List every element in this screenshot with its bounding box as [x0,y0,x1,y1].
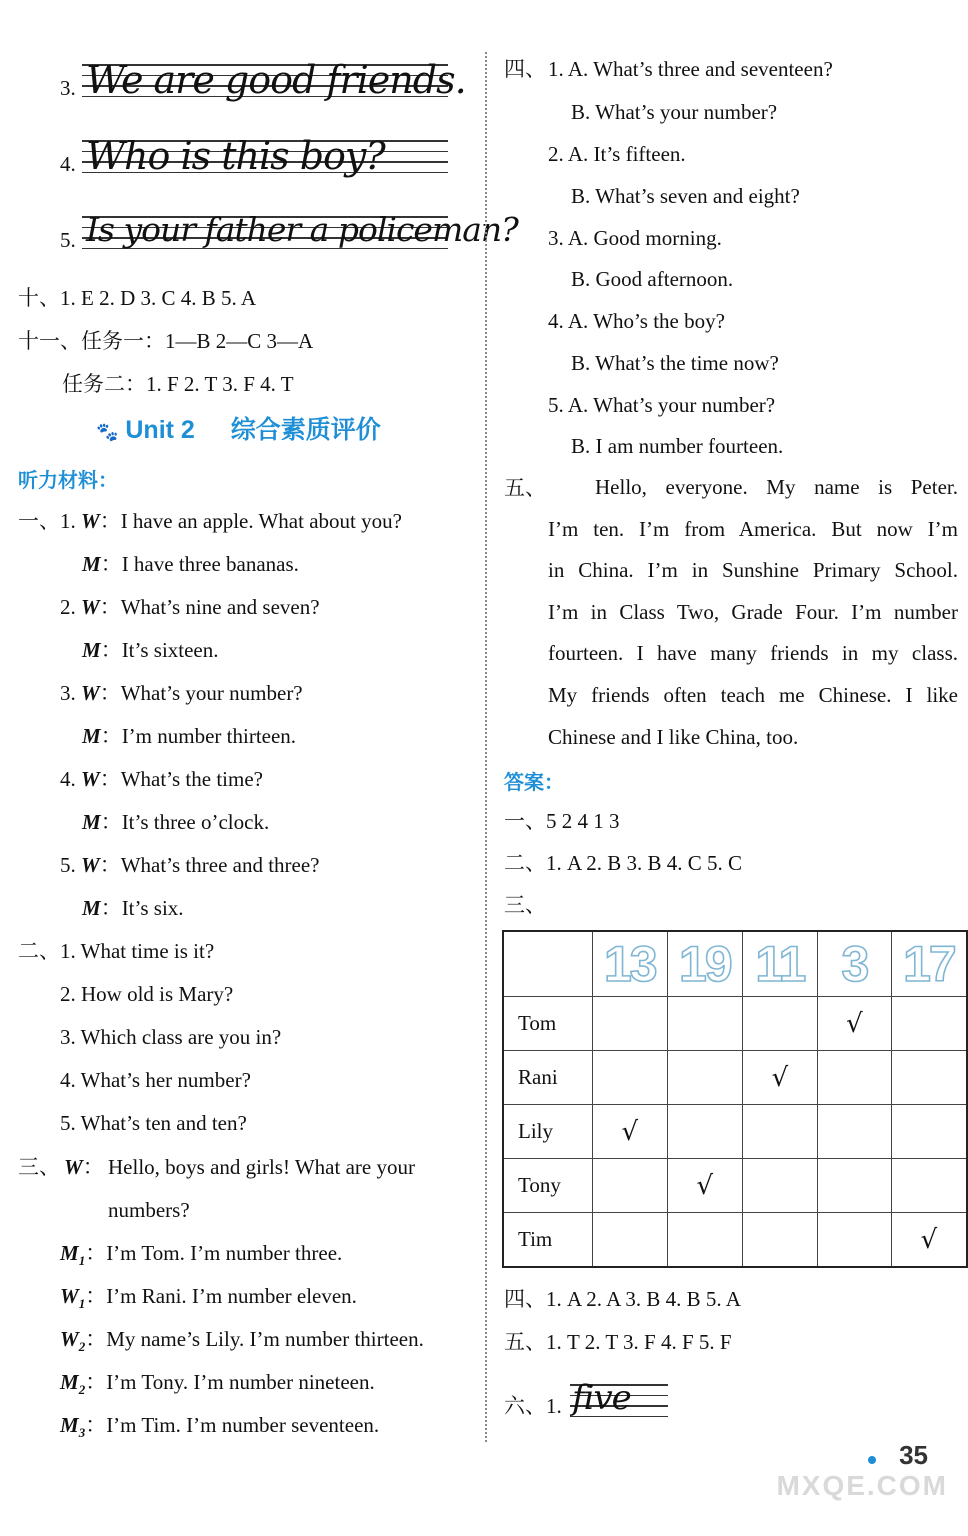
hw-num-4: 4. [60,152,76,176]
passage-line: I’m in Class Two, Grade Four. I’m number [548,600,958,624]
name-cell: Tim [503,1213,592,1268]
unit-title: Unit 2 [125,416,195,444]
answer-q11-task1: 十一、任务一：1—B 2—C 3—A [18,329,314,353]
page-number: 35 [899,1440,928,1470]
check-cell [742,1213,817,1268]
check-cell [667,1051,742,1105]
option-a: 4. A. Who’s the boy? [548,309,725,333]
hw-sentence-5: Is your father a policeman? [86,210,518,249]
answers-label: 答案： [504,772,564,794]
check-cell [817,1213,891,1268]
dialogue-reply: M：I have three bananas. [82,552,299,576]
section1-label: 一、 [18,509,60,533]
option-a: 3. A. Good morning. [548,226,722,250]
dialogue-item: 2. W：What’s nine and seven? [60,595,320,619]
paw-icon: 🐾 [96,422,119,442]
number-cell: 19 [667,931,742,997]
check-cell [667,1213,742,1268]
speaker-line: $M_1$：I’m Tom. I’m number three. [60,1241,343,1269]
check-cell [592,1213,667,1268]
option-a: 2. A. It’s fifteen. [548,142,686,166]
check-cell [592,1051,667,1105]
check-cell [742,1159,817,1213]
check-mark: √ [621,1116,639,1147]
check-cell [592,1105,667,1159]
answer-4: 四、1. A 2. A 3. B 4. B 5. A [504,1287,741,1311]
check-cell [817,1105,891,1159]
number-cell: 17 [891,931,967,997]
answer-table [502,930,968,1268]
option-b: B. I am number fourteen. [571,434,784,458]
name-cell: Tony [503,1159,592,1213]
check-cell [817,997,891,1051]
answer-5: 五、1. T 2. T 3. F 4. F 5. F [504,1330,732,1354]
check-cell [891,1213,967,1268]
option-b: B. What’s seven and eight? [571,184,800,208]
dialogue-item: 3. W：What’s your number? [60,681,303,705]
section3-line1: Hello, boys and girls! What are your [108,1155,415,1179]
question-item: 1. What time is it? [60,939,215,963]
watermark: MXQE.COM [776,1470,948,1501]
table-row [503,1213,967,1268]
table-corner [503,931,592,997]
check-cell [592,997,667,1051]
check-cell [742,1051,817,1105]
number-cell: 11 [742,931,817,997]
name-cell: Rani [503,1051,592,1105]
section3-line2: numbers? [108,1198,190,1222]
page-dot [868,1456,876,1464]
check-cell [667,1159,742,1213]
passage-line: Hello, everyone. My name is Peter. [595,475,958,499]
hw-num-5: 5. [60,228,76,252]
table-row [503,997,967,1051]
check-cell [667,1105,742,1159]
section3-label: 三、 [18,1155,60,1179]
check-cell [817,1051,891,1105]
answer-q11-task2: 任务二：1. F 2. T 3. F 4. T [62,372,294,396]
dialogue-reply: M：It’s six. [82,896,184,920]
option-b: B. What’s the time now? [571,351,779,375]
hw-num-3: 3. [60,76,76,100]
speaker-line: $M_3$：I’m Tim. I’m number seventeen. [60,1413,380,1441]
table-header-row [503,931,967,997]
table-row [503,1159,967,1213]
unit-subtitle: 综合素质评价 [230,416,381,444]
answer-6-label: 六、1. [504,1394,562,1418]
passage-line: Chinese and I like China, too. [548,725,799,749]
answer-6-word: five [572,1378,631,1418]
number-cell: 13 [592,931,667,997]
answer-3-label: 三、 [504,893,546,917]
check-cell [592,1159,667,1213]
check-cell [891,1159,967,1213]
check-cell [742,1105,817,1159]
dialogue-reply: M：It’s sixteen. [82,638,219,662]
name-cell: Tom [503,997,592,1051]
question-item: 4. What’s her number? [60,1068,251,1092]
answer-q10: 十、1. E 2. D 3. C 4. B 5. A [18,286,257,310]
dialogue-item: 4. W：What’s the time? [60,767,263,791]
question-item: 5. What’s ten and ten? [60,1111,247,1135]
speaker-line: $M_2$：I’m Tony. I’m number nineteen. [60,1370,375,1398]
name-cell: Lily [503,1105,592,1159]
check-cell [891,1105,967,1159]
table-row [503,1051,967,1105]
question-item: 3. Which class are you in? [60,1025,282,1049]
passage-line: My friends often teach me Chinese. I like [548,683,958,707]
listening-label: 听力材料： [18,470,118,492]
answer-1: 一、5 2 4 1 3 [504,809,620,833]
passage-line: in China. I’m in Sunshine Primary School. [548,558,958,582]
dialogue-reply: M：I’m number thirteen. [82,724,297,748]
speaker-line: $W_1$：I’m Rani. I’m number eleven. [60,1284,357,1312]
option-a: 5. A. What’s your number? [548,393,776,417]
check-cell [891,997,967,1051]
hw-sentence-3: We are good friends. [86,58,466,102]
check-cell [891,1051,967,1105]
dialogue-item: 5. W：What’s three and three? [60,853,320,877]
option-b: B. What’s your number? [571,100,778,124]
hw-sentence-4: Who is this boy? [86,134,385,178]
check-mark: √ [920,1224,938,1255]
option-b: B. Good afternoon. [571,267,734,291]
unit-header [96,410,381,446]
passage-line: I’m ten. I’m from America. But now I’m [548,517,958,541]
section5-label: 五、 [504,476,546,500]
option-a: 1. A. What’s three and seventeen? [548,57,833,81]
check-cell [817,1159,891,1213]
check-cell [667,997,742,1051]
check-mark: √ [771,1062,789,1093]
check-mark: √ [696,1170,714,1201]
dialogue-reply: M：It’s three o’clock. [82,810,270,834]
column-divider [485,52,487,1442]
dialogue-item: 1. W：I have an apple. What about you? [60,509,402,533]
number-cell: 3 [817,931,891,997]
question-item: 2. How old is Mary? [60,982,234,1006]
table-row [503,1105,967,1159]
speaker-w: W： [64,1155,104,1179]
passage-line: fourteen. I have many friends in my class. [548,641,958,665]
section2-label: 二、 [18,939,60,963]
answer-2: 二、1. A 2. B 3. B 4. C 5. C [504,851,743,875]
speaker-line: $W_2$：My name’s Lily. I’m number thirteen. [60,1327,424,1355]
check-cell [742,997,817,1051]
section4-label: 四、 [504,57,546,81]
check-mark: √ [846,1008,863,1039]
